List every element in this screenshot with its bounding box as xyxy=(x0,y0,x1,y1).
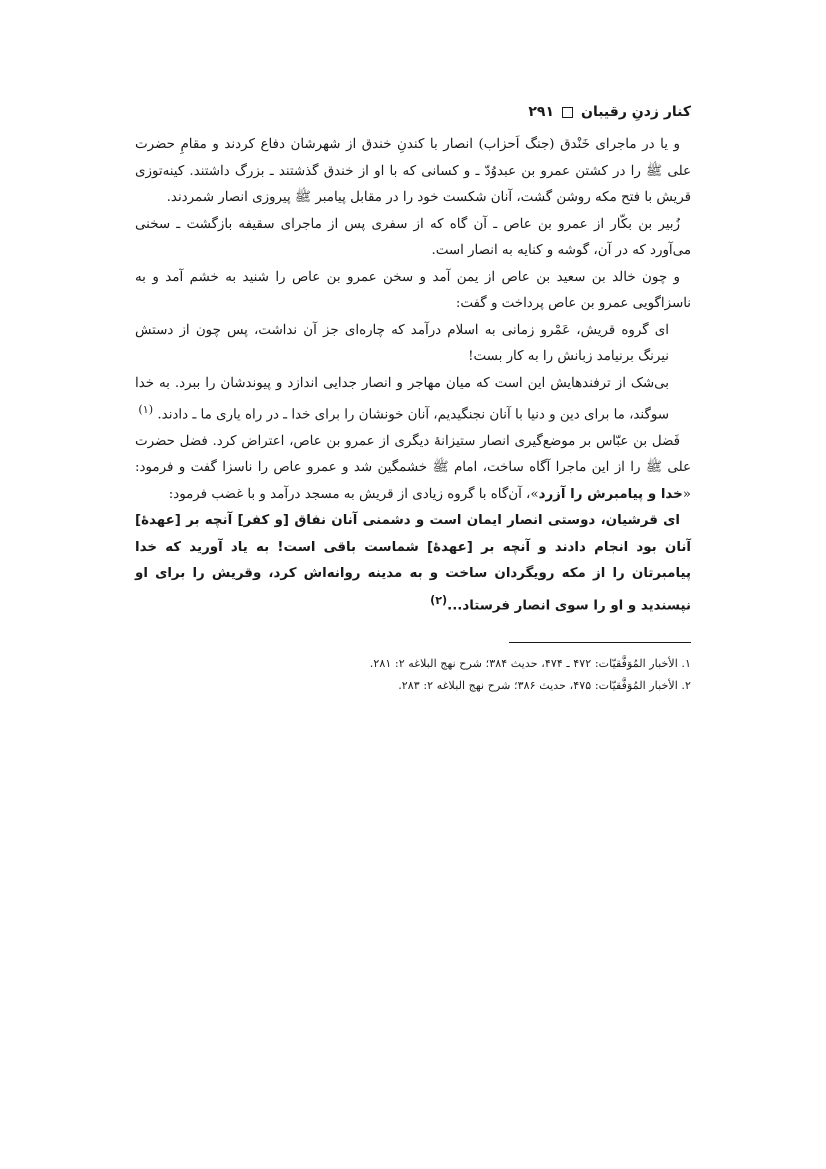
footnote-2: ۲. الأخبار المُوَفَّقيّات: ۴۷۵، حدیث ۳۸۶؛ شرح نهج البلاغه ۲: ۲۸۳. xyxy=(398,678,691,692)
paragraph-4-text-before: فَضل بن عبّاس بر موضع‌گیری انصار ستیزانهٔ دیگری از عمرو بن عاص، اعتراض کرد. فضل حضرت علی ﷺ را از این ماجرا آگاه ساخت، امام ﷺ خشمگین شد و عمرو عاص را ناسزا گفت و فرمود: « xyxy=(135,433,691,502)
quote-block-1 xyxy=(135,318,669,429)
footnote-ref-1[interactable]: (۱) xyxy=(138,403,154,416)
paragraph-2: زُبیر بن بکّار از عمرو بن عاص ـ آن گاه که از سفری پس از ماجرای سقیفه بازگشت ـ سخنی می‌آورد که در آن، گوشه و کنایه به انصار است. xyxy=(135,216,691,258)
paragraph-4-text-after: »، آن‌گاه با گروه زیادی از قریش به مسجد درآمد و با غضب فرمود: xyxy=(168,486,539,502)
header-title: کنار زدنِ رقیبان xyxy=(581,104,691,120)
footnote-ref-2[interactable]: (۲) xyxy=(430,593,448,607)
body-text xyxy=(135,132,691,620)
quote-1-line-2 xyxy=(135,371,669,429)
paragraph-1: و یا در ماجرای خَنْدق (جنگ اَحزاب) انصار با کندنِ خندق از شهرشان دفاع کردند و مقامِ حضرت علی ﷺ را در کشتن عمرو بن عبدوُدّ ـ و کسانی که با او از خندق گذشتند ـ بزرگ داشتند. کینه‌توزی قریش با فتح مکه روشن گشت، آنان شکست خود را در مقابل پیامبر ﷺ پیروزی انصار شمردند. xyxy=(135,137,691,205)
footnote-1: ۱. الأخبار المُوَفَّقيّات: ۴۷۲ ـ ۴۷۴، حدیث ۳۸۴؛ شرح نهج البلاغه ۲: ۲۸۱. xyxy=(369,656,691,670)
page xyxy=(135,92,691,697)
square-box-icon xyxy=(562,107,573,118)
quote-2-text: ای قرشیان، دوستی انصار ایمان است و دشمنی آنان نفاق [و کفر] آنچه بر [عهدهٔ] آنان بود انجام دادند و آنچه بر [عهدهٔ] شماست باقی است! به یاد آورید که خدا پیامبرتان را از مکه رویگردان ساخت و به مدینه روانه‌اش کرد، وقریش را برای او نپسندید و او را سوی انصار فرستاد... xyxy=(135,513,691,614)
footnotes xyxy=(135,653,691,697)
paragraph-3: و چون خالد بن سعید بن عاص از یمن آمد و سخن عمرو بن عاص را شنید به خشم آمد و به ناسزاگویی عمرو بن عاص پرداخت و گفت: xyxy=(135,269,691,311)
quote-1-text: بی‌شک از ترفندهایش این است که میان مهاجر و انصار جدایی اندازد و پیوندشان را ببرد. به خدا سوگند، ما برای دین و دنیا با آنان نجنگیدیم، آنان خونشان را برای خدا ـ در راه یاری ما ـ دادند. xyxy=(135,375,669,423)
paragraph-4 xyxy=(135,429,691,509)
paragraph-4-bold: خدا و پیامبرش را آزرد xyxy=(538,486,683,502)
quote-block-2 xyxy=(135,508,691,619)
running-header xyxy=(135,92,691,132)
footnote-divider xyxy=(509,642,691,643)
page-number: ۲۹۱ xyxy=(528,104,555,120)
quote-1-line-1: ای گروه قریش، عَمْرو زمانی به اسلام درآمد که چاره‌ای جز آن نداشت، پس چون از دستش نیرنگ برنیامد زبانش را به کار بست! xyxy=(135,322,669,364)
